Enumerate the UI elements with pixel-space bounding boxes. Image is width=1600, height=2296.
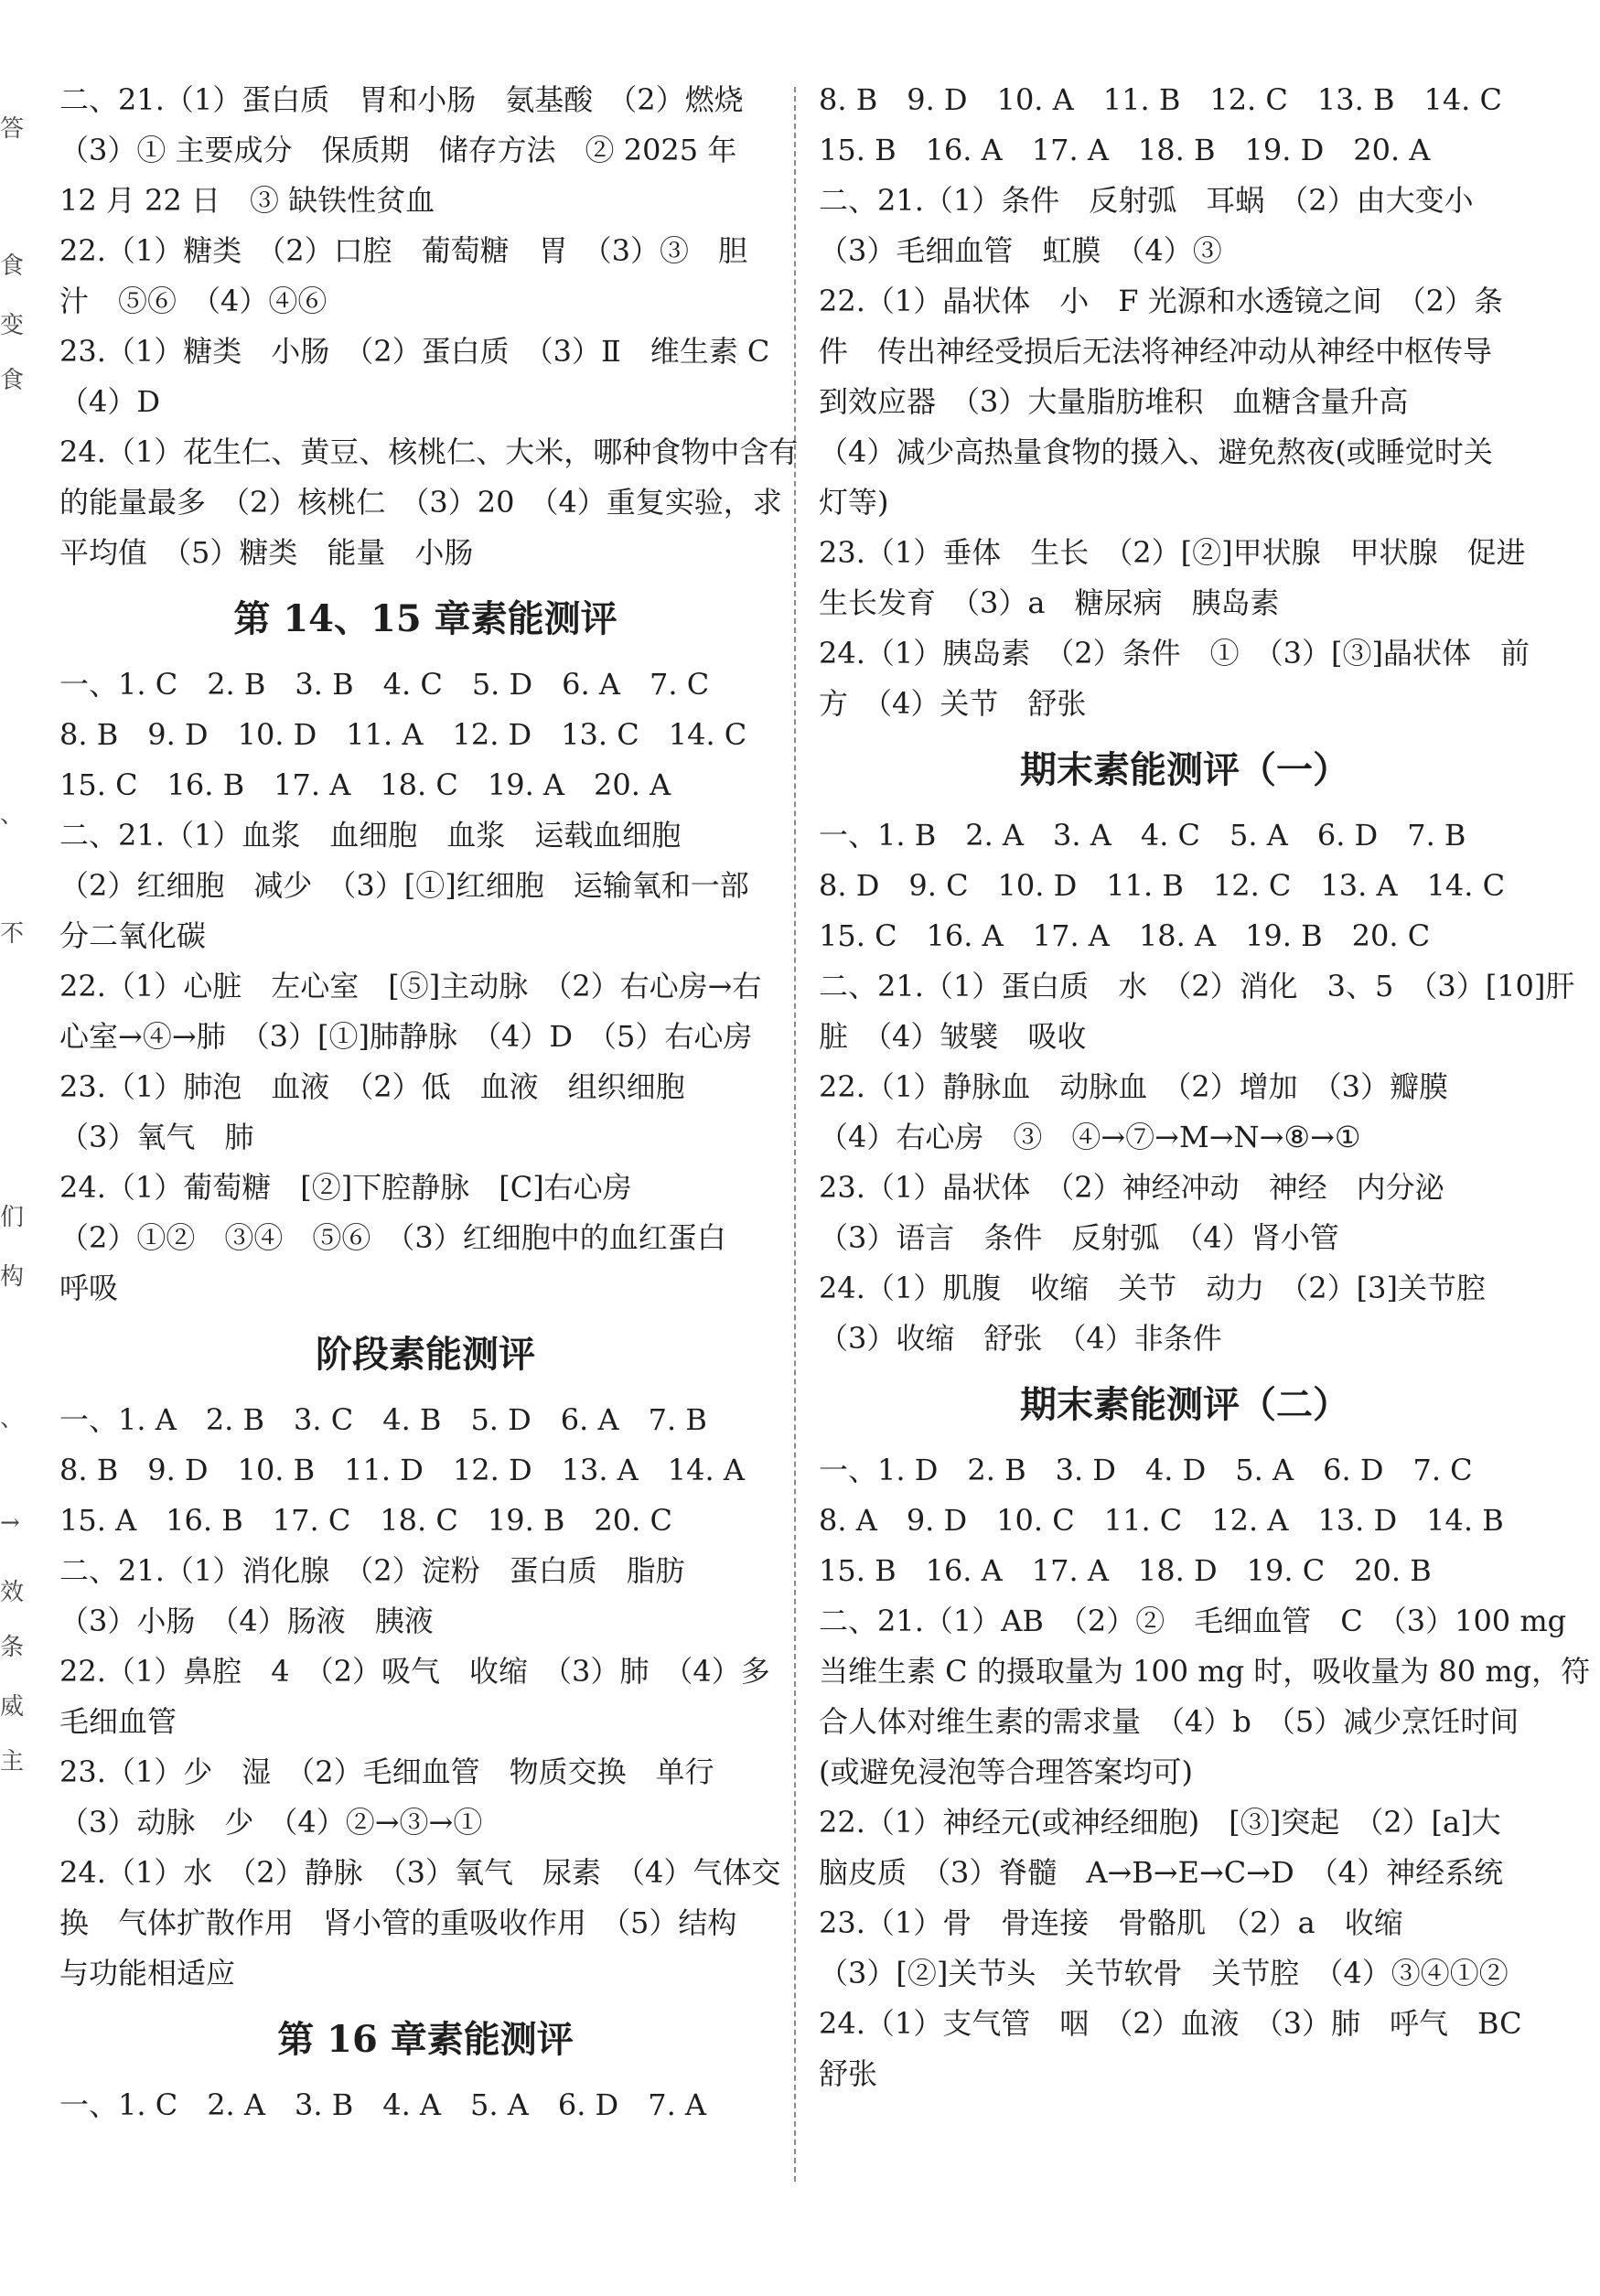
edge-fragment: →	[0, 1509, 20, 1537]
answer-line: 8. B 9. D 10. A 11. B 12. C 13. B 14. C	[819, 82, 1503, 117]
answer-line: （2）①② ③④ ⑤⑥ （3）红细胞中的血红蛋白	[59, 1220, 726, 1255]
right-column	[819, 75, 1591, 2099]
answer-line: 一、1. C 2. B 3. B 4. C 5. D 6. A 7. C	[59, 667, 710, 702]
answer-line: 二、21.（1）消化腺 （2）淀粉 蛋白质 脂肪	[59, 1553, 685, 1588]
answer-line: 汁 ⑤⑥ （4）④⑥	[59, 284, 328, 318]
answer-line: （4）D	[59, 384, 161, 419]
answer-line: 23.（1）少 湿 （2）毛细血管 物质交换 单行	[59, 1754, 714, 1789]
answer-line: 二、21.（1）蛋白质 胃和小肠 氨基酸 （2）燃烧	[59, 82, 744, 117]
answer-line: 23.（1）晶状体 （2）神经冲动 神经 内分泌	[819, 1170, 1444, 1205]
answer-line: 24.（1）水 （2）静脉 （3）氧气 尿素 （4）气体交	[59, 1855, 781, 1890]
section-heading: 第 14、15 章素能测评	[233, 597, 617, 640]
answer-line: 15. C 16. A 17. A 18. A 19. B 20. C	[819, 918, 1431, 953]
answer-line: （3）氧气 肺	[59, 1120, 254, 1154]
answer-line: 合人体对维生素的需求量 （4）b （5）减少烹饪时间	[819, 1704, 1519, 1739]
answer-line: （3）① 主要成分 保质期 储存方法 ② 2025 年	[59, 133, 737, 167]
answer-line: 心室→④→肺 （3）[①]肺静脉 （4）D （5）右心房	[59, 1019, 753, 1054]
answer-line: 24.（1）支气管 咽 （2）血液 （3）肺 呼气 BC	[819, 2006, 1522, 2041]
answer-line: 15. A 16. B 17. C 18. C 19. B 20. C	[59, 1503, 672, 1538]
section-heading: 期末素能测评（一）	[1020, 748, 1349, 791]
answer-line: 23.（1）垂体 生长 （2）[②]甲状腺 甲状腺 促进	[819, 535, 1526, 570]
answer-line: 呼吸	[59, 1271, 119, 1305]
answer-line: （4）右心房 ③ ④→⑦→M→N→⑧→①	[819, 1120, 1361, 1154]
edge-fragment: 威	[0, 1693, 25, 1721]
answer-line: 平均值 （5）糖类 能量 小肠	[59, 535, 474, 570]
answer-line: 12 月 22 日 ③ 缺铁性贫血	[59, 183, 435, 218]
answer-line: 8. D 9. C 10. D 11. B 12. C 13. A 14. C	[819, 868, 1506, 903]
edge-fragment: 食	[0, 367, 25, 394]
answer-line: 灯等)	[819, 485, 889, 520]
section-heading: 期末素能测评（二）	[1020, 1383, 1349, 1426]
answer-line: 15. B 16. A 17. A 18. B 19. D 20. A	[819, 133, 1431, 167]
answer-line: 脏 （4）皱襞 吸收	[819, 1019, 1087, 1054]
answer-line: （3）语言 条件 反射弧 （4）肾小管	[819, 1220, 1339, 1255]
answer-line: 22.（1）鼻腔 4 （2）吸气 收缩 （3）肺 （4）多	[59, 1654, 770, 1689]
answer-line: 8. A 9. D 10. C 11. C 12. A 13. D 14. B	[819, 1503, 1504, 1538]
left-column	[59, 75, 799, 2130]
answer-line: 当维生素 C 的摄取量为 100 mg 时，吸收量为 80 mg，符	[819, 1654, 1591, 1689]
answer-line: 22.（1）静脉血 动脉血 （2）增加 （3）瓣膜	[819, 1069, 1448, 1104]
edge-fragment: 食	[0, 252, 25, 280]
answer-line: 毛细血管	[59, 1704, 177, 1739]
answer-line: 分二氧化碳	[59, 918, 207, 953]
answer-line: 一、1. C 2. A 3. B 4. A 5. A 6. D 7. A	[59, 2087, 707, 2122]
edge-fragment: 、	[0, 801, 25, 829]
answer-line: 的能量最多 （2）核桃仁 （3）20 （4）重复实验，求	[59, 485, 782, 520]
answer-line: 二、21.（1）血浆 血细胞 血浆 运载血细胞	[59, 818, 682, 853]
answer-line: 22.（1）神经元(或神经细胞) [③]突起 （2）[a]大	[819, 1805, 1501, 1840]
answer-line: 24.（1）花生仁、黄豆、核桃仁、大米，哪种食物中含有	[59, 435, 799, 469]
answer-line: (或避免浸泡等合理答案均可)	[819, 1754, 1193, 1789]
answer-line: （3）毛细血管 虹膜 （4）③	[819, 233, 1222, 268]
edge-fragment: 、	[0, 1405, 25, 1432]
answer-line: （2）红细胞 减少 （3）[①]红细胞 运输氧和一部	[59, 868, 749, 903]
answer-line: 22.（1）晶状体 小 F 光源和水透镜之间 （2）条	[819, 284, 1503, 318]
edge-fragment: 答	[0, 115, 25, 143]
edge-fragment: 变	[0, 312, 25, 339]
answer-line: 到效应器 （3）大量脂肪堆积 血糖含量升高	[819, 384, 1409, 419]
answer-line: 二、21.（1）条件 反射弧 耳蜗 （2）由大变小	[819, 183, 1474, 218]
section-heading: 第 16 章素能测评	[277, 2018, 574, 2061]
answer-line: 一、1. B 2. A 3. A 4. C 5. A 6. D 7. B	[819, 818, 1466, 853]
answer-line: 方 （4）关节 舒张	[819, 686, 1087, 721]
answer-line: 生长发育 （3）a 糖尿病 胰岛素	[819, 585, 1280, 620]
answer-line: 脑皮质 （3）脊髓 A→B→E→C→D （4）神经系统	[819, 1855, 1504, 1890]
left-edge-fragments	[0, 0, 25, 2296]
answer-line: 二、21.（1）蛋白质 水 （2）消化 3、5 （3）[10]肝	[819, 969, 1575, 1003]
answer-line: （3）收缩 舒张 （4）非条件	[819, 1321, 1222, 1356]
answer-line: 15. C 16. B 17. A 18. C 19. A 20. A	[59, 767, 671, 802]
answer-line: 23.（1）肺泡 血液 （2）低 血液 组织细胞	[59, 1069, 685, 1104]
answer-line: 24.（1）胰岛素 （2）条件 ① （3）[③]晶状体 前	[819, 636, 1530, 671]
answer-line: （3）[②]关节头 关节软骨 关节腔 （4）③④①②	[819, 1956, 1509, 1990]
answer-line: 件 传出神经受损后无法将神经冲动从神经中枢传导	[819, 334, 1493, 369]
answer-line: （4）减少高热量食物的摄入、避免熬夜(或睡觉时关	[819, 435, 1493, 469]
answer-line: 与功能相适应	[59, 1956, 236, 1990]
answer-line: 24.（1）肌腹 收缩 关节 动力 （2）[3]关节腔	[819, 1271, 1486, 1305]
answer-line: 舒张	[819, 2056, 878, 2091]
answer-line: （3）小肠 （4）肠液 胰液	[59, 1604, 434, 1638]
answer-line: 一、1. D 2. B 3. D 4. D 5. A 6. D 7. C	[819, 1453, 1473, 1487]
edge-fragment: 构	[0, 1263, 25, 1291]
answer-line: 一、1. A 2. B 3. C 4. B 5. D 6. A 7. B	[59, 1402, 707, 1437]
answer-line: 22.（1）糖类 （2）口腔 葡萄糖 胃 （3）③ 胆	[59, 233, 747, 268]
edge-fragment: 们	[0, 1204, 25, 1231]
edge-fragment: 主	[0, 1748, 25, 1776]
section-heading: 阶段素能测评	[316, 1333, 535, 1376]
answer-line: 换 气体扩散作用 肾小管的重吸收作用 （5）结构	[59, 1905, 737, 1940]
answer-line: （3）动脉 少 （4）②→③→①	[59, 1805, 483, 1840]
answer-line: 22.（1）心脏 左心室 [⑤]主动脉 （2）右心房→右	[59, 969, 762, 1003]
answer-line: 23.（1）糖类 小肠 （2）蛋白质 （3）Ⅱ 维生素 C	[59, 334, 770, 369]
edge-fragment: 不	[0, 920, 25, 948]
edge-fragment: 条	[0, 1634, 25, 1661]
answer-line: 二、21.（1）AB （2）② 毛细血管 C （3）100 mg	[819, 1604, 1567, 1638]
answer-line: 8. B 9. D 10. D 11. A 12. D 13. C 14. C	[59, 717, 747, 752]
answer-line: 24.（1）葡萄糖 [②]下腔静脉 [C]右心房	[59, 1170, 632, 1205]
answer-line: 23.（1）骨 骨连接 骨骼肌 （2）a 收缩	[819, 1905, 1403, 1940]
answer-line: 8. B 9. D 10. B 11. D 12. D 13. A 14. A	[59, 1453, 745, 1487]
answer-line: 15. B 16. A 17. A 18. D 19. C 20. B	[819, 1553, 1432, 1588]
column-divider	[794, 87, 796, 2182]
edge-fragment: 效	[0, 1579, 25, 1606]
